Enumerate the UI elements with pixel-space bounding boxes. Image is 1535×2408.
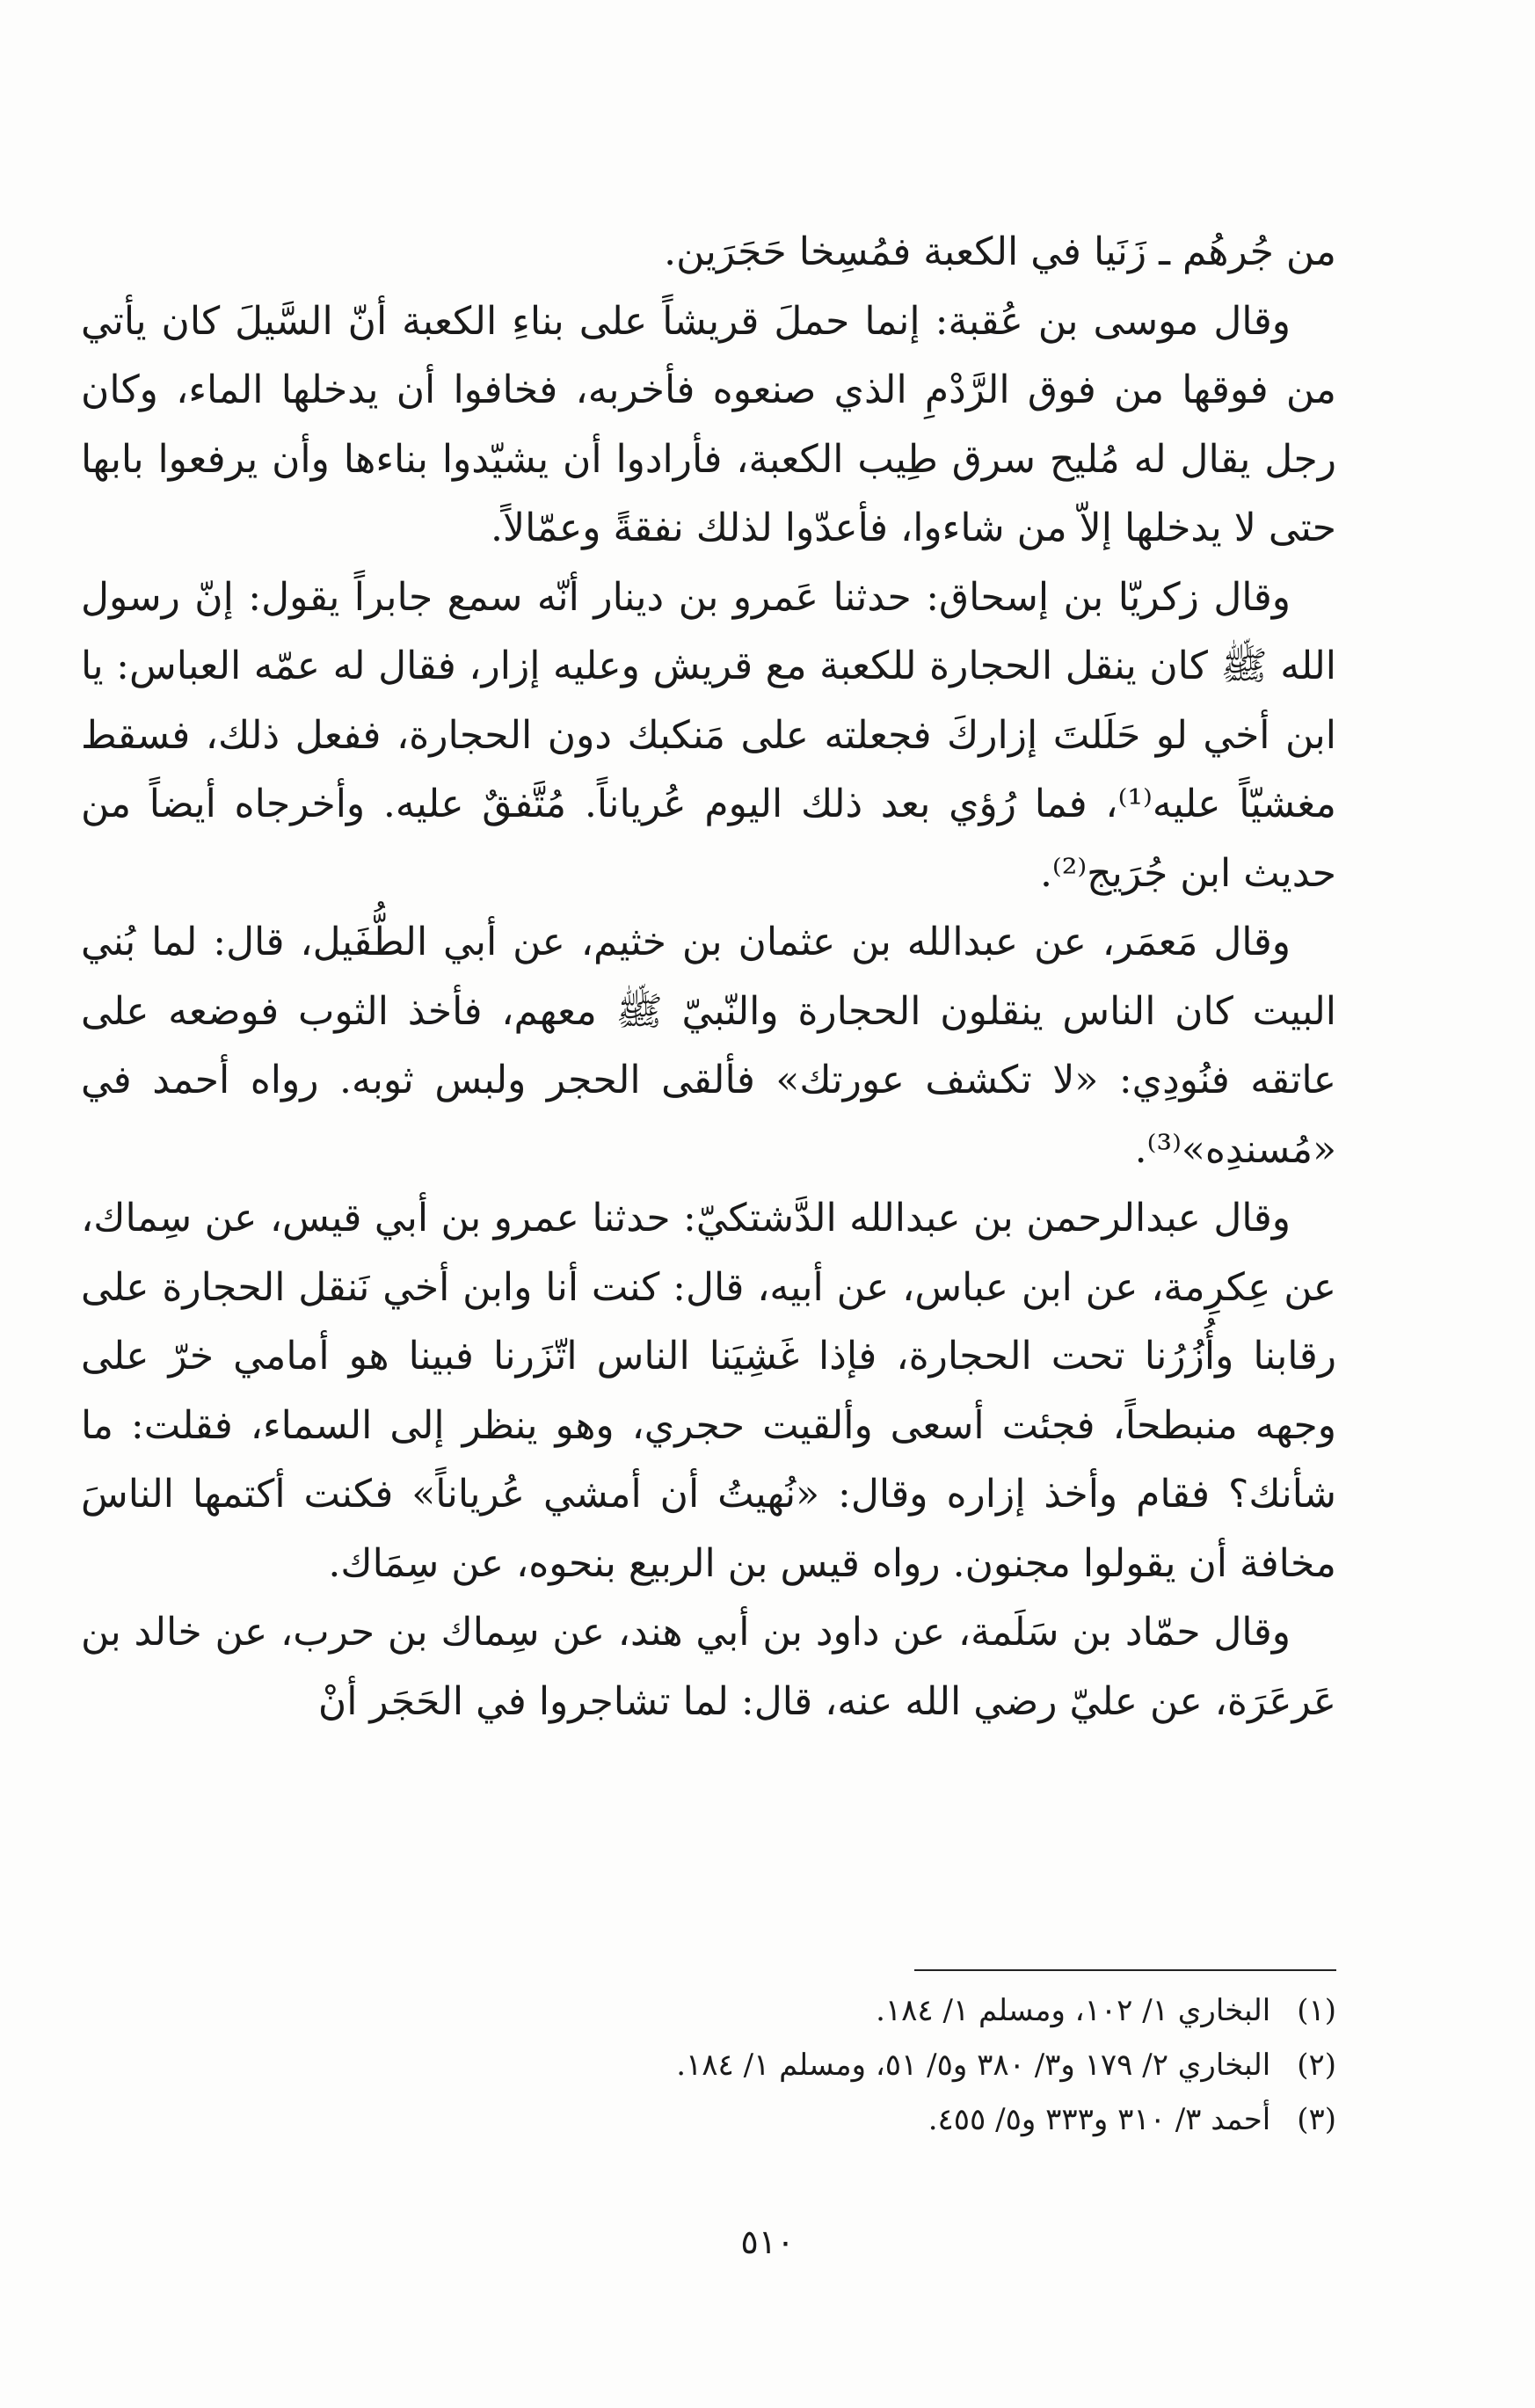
paragraph: وقال مَعمَر، عن عبدالله بن عثمان بن خثيم، عن أبي الطُّفَيل، قال: لما بُني البيت كان الناس ينقلون الحجارة والنّبيّ ﷺ معهم، فأخذ الثوب فوضعه على عاتقه فنُودِي: «لا تكشف عورتك» فألقى الحجر ولبس ثوبه. رواه أحمد في «مُسندِه»⁽³⁾.: [81, 920, 1336, 1172]
footnotes: [457, 1983, 1336, 2147]
footnote-text: أحمد ٣/ ٣١٠ و٣٣٣ و٥/ ٤٥٥.: [928, 2102, 1271, 2137]
paragraph: وقال عبدالرحمن بن عبدالله الدَّشتكيّ: حدثنا عمرو بن أبي قيس، عن سِماك، عن عِكرِمة، عن ابن عباس، عن أبيه، قال: كنت أنا وابن أخي نَنقل الحجارة على رقابنا وأُزُرُنا تحت الحجارة، فإذا غَشِيَنا الناس اتّزَرنا فبينا هو أمامي خرّ على وجهه منبطحاً، فجئت أسعى وألقيت حجري، وهو ينظر إلى السماء، فقلت: ما شأنك؟ فقام وأخذ إزاره وقال: «نُهيتُ أن أمشي عُرياناً» فكنت أكتمها الناسَ مخافة أن يقولوا مجنون. رواه قيس بن الربيع بنحوه، عن سِمَاك.: [81, 1196, 1336, 1586]
footnote: [457, 2038, 1336, 2092]
footnote-number: (١): [1297, 1993, 1336, 2028]
main-text: [81, 218, 1336, 1736]
paragraph: وقال زكريّا بن إسحاق: حدثنا عَمرو بن دينار أنّه سمع جابراً يقول: إنّ رسول الله ﷺ كان ينقل الحجارة للكعبة مع قريش وعليه إزار، فقال له عمّه العباس: يا ابن أخي لو حَلَلتَ إزاركَ فجعلته على مَنكبك دون الحجارة، ففعل ذلك، فسقط مغشيّاً عليه⁽¹⁾، فما رُؤي بعد ذلك اليوم عُرياناً. مُتَّفقٌ عليه. وأخرجاه أيضاً من حديث ابن جُرَيج⁽²⁾.: [81, 574, 1337, 896]
paragraph: وقال موسى بن عُقبة: إنما حملَ قريشاً على بناءِ الكعبة أنّ السَّيلَ كان يأتي من فوقها من فوق الرَّدْمِ الذي صنعوه فأخربه، فخافوا أن يدخلها الماء، وكان رجل يقال له مُليح سرق طِيب الكعبة، فأرادوا أن يشيّدوا بناءها وأن يرفعوا بابها حتى لا يدخلها إلاّ من شاءوا، فأعدّوا لذلك نفقةً وعمّالاً.: [81, 298, 1336, 550]
footnote-divider: [914, 1969, 1336, 1971]
footnote: [457, 1983, 1336, 2038]
footnote-text: البخاري ٢/ ١٧٩ و٣/ ٣٨٠ و٥/ ٥١، ومسلم ١/ ١٨٤.: [676, 2048, 1271, 2083]
footnote-number: (٣): [1297, 2102, 1336, 2137]
footnote-text: البخاري ١/ ١٠٢، ومسلم ١/ ١٨٤.: [876, 1993, 1271, 2028]
paragraph: من جُرهُم ـ زَنَيا في الكعبة فمُسِخا حَجَرَين.: [664, 229, 1336, 274]
page-number: ٥١٠: [740, 2222, 795, 2261]
footnote: [457, 2092, 1336, 2147]
paragraph: وقال حمّاد بن سَلَمة، عن داود بن أبي هند، عن سِماك بن حرب، عن خالد بن عَرعَرَة، عن عليّ رضي الله عنه، قال: لما تشاجروا في الحَجَر أنْ: [81, 1610, 1336, 1724]
footnote-number: (٢): [1297, 2048, 1336, 2083]
